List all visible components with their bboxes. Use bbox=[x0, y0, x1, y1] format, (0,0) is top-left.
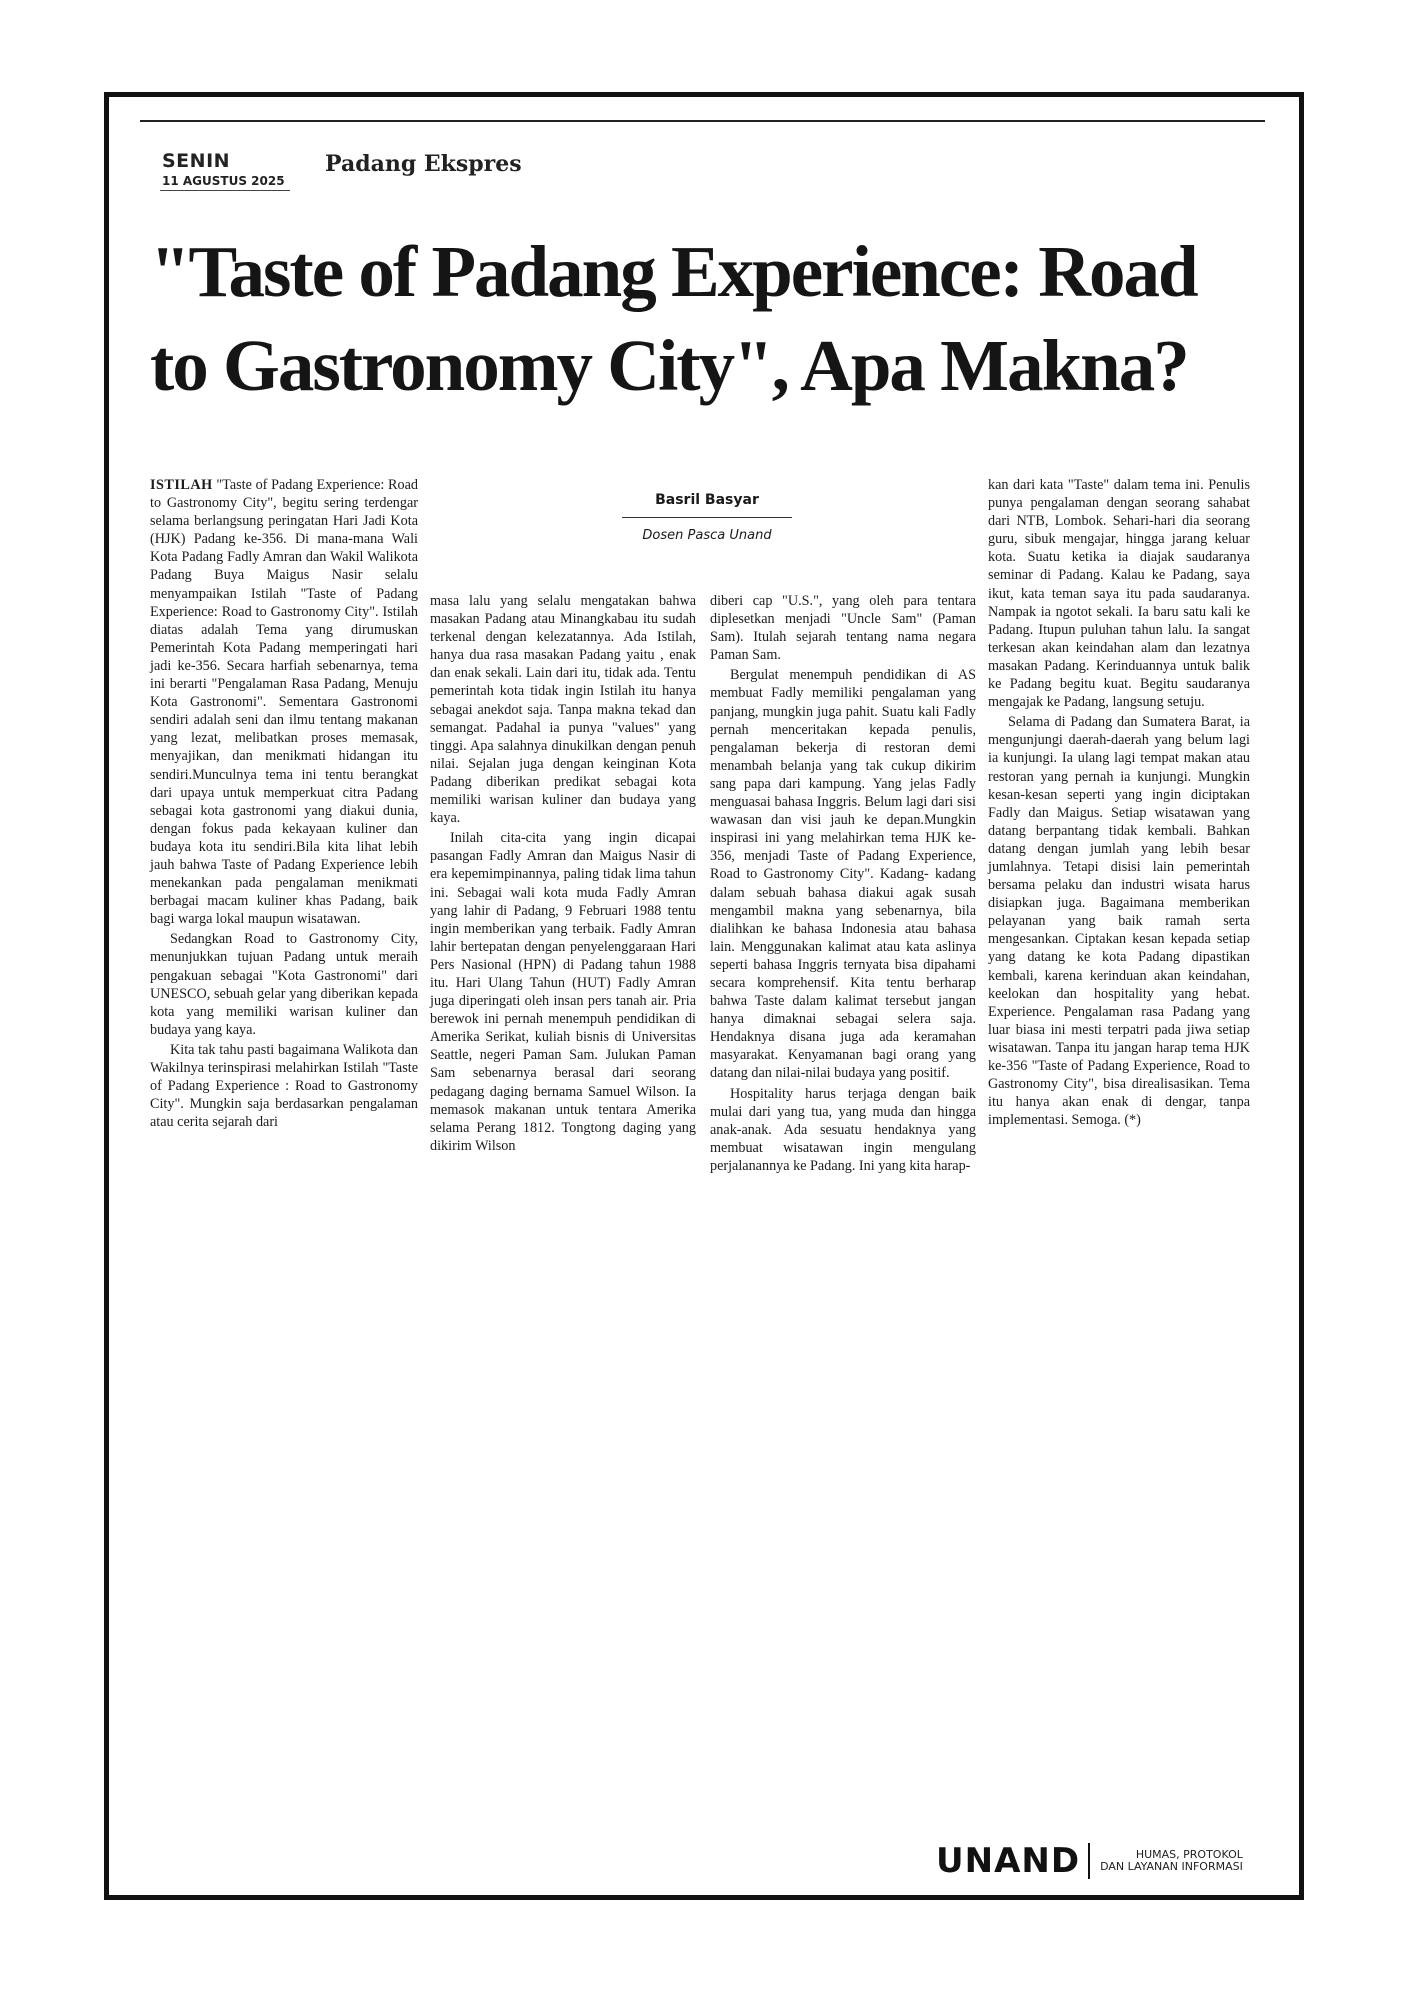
author-role: Dosen Pasca Unand bbox=[642, 528, 772, 543]
headline-line-1: "Taste of Padang Experience: Road bbox=[150, 231, 1197, 312]
lead-word: ISTILAH bbox=[150, 477, 213, 493]
paragraph: Inilah cita-cita yang ingin dicapai pasangan Fadly Amran dan Maigus Nasir di era kepemimpinannya, paling tidak lima tahun ini. Sebagai wali kota muda Fadly Amran yang lahir di Padang, 9 Februari 1988 tentu ingin memberikan yang terbaik. Fadly Amran lahir bertepatan dengan penyelenggaraan Hari Pers Nasional (HPN) di Padang tahun 1988 itu. Hari Ulang Tahun (HUT) Fadly Amran juga diperingati oleh insan pers tanah air. Pria berewok ini pernah menempuh pendidikan di Amerika Serikat, kuliah bisnis di Universitas Seattle, negeri Paman Sam. Julukan Paman Sam sebenarnya berasal dari seorang pedagang daging bernama Samuel Wilson. Ia memasok makanan untuk tentara Amerika selama Perang 1812. Tongtong daging yang dikirim Wilson bbox=[430, 830, 696, 1154]
edition-date: 11 AGUSTUS 2025 bbox=[162, 174, 285, 188]
author-name: Basril Basyar bbox=[655, 492, 759, 508]
department-name: HUMAS, PROTOKOL DAN LAYANAN INFORMASI bbox=[1100, 1848, 1243, 1873]
masthead-rule bbox=[140, 120, 1265, 122]
paragraph: Hospitality harus terjaga dengan baik mulai dari yang tua, yang muda dan hingga anak-anak. Ada sesuatu hendaknya yang membuat wisatawan ingin mengulang perjalanannya ke Padang. Ini yang kita harap- bbox=[710, 1085, 976, 1174]
paragraph: Bergulat menempuh pendidikan di AS membuat Fadly memiliki pengalaman yang panjang, mungkin juga pahit. Suatu kali Fadly pernah menceritakan kepada penulis, pengalaman bekerja di restoran demi menambah belanja yang tak cukup dikirim sang papa dari kampung. Yang jelas Fadly menguasai bahasa Inggris. Belum lagi dari sisi wawasan dan visi jauh ke depan.Mungkin inspirasi ini yang melahirkan tema HJK ke-356, menjadi Taste of Padang Experience, Road to Gastronomy City". Kadang- kadang dalam sebuah bahasa diakui agak susah mengambil makna yang sebenarnya, bila dialihkan ke bahasa Indonesia atau bahasa lain. Menggunakan kalimat atau kata aslinya seperti bahasa Inggris ternyata bisa dipahami secara komprehensif. Kita tentu berharap bahwa Taste dalam kalimat tersebut jangan hanya dimaknai sebagai selera saja. Hendaknya disana juga ada keramahan masyarakat. Kenyamanan bagi orang yang datang dan nilai-nilai budaya yang positif. bbox=[710, 667, 976, 1082]
edition-day: SENIN bbox=[162, 150, 231, 172]
paragraph: kan dari kata "Taste" dalam tema ini. Penulis punya pengalaman dengan seorang sahabat dari NTB, Lombok. Sehari-hari dia seorang guru, sibuk mengajar, hingga jarang keluar kota. Suatu ketika ia diajak saudaranya seminar di Padang. Kalau ke Padang, saya ikut, kata teman saya itu pada saudaranya. Nampak ia ngotot sekali. Ia baru satu kali ke Padang. Itupun puluhan tahun lalu. Ia sangat terkesan akan keindahan alam dan lezatnya masakan Padang. Kerinduannya untuk balik ke Padang begitu kuat. Begitu saudaranya mengajak ke Padang, langsung setuju. bbox=[988, 477, 1250, 711]
logo-divider bbox=[1088, 1843, 1090, 1879]
paragraph: ISTILAH "Taste of Padang Experience: Road to Gastronomy City", begitu sering terdengar selama berlangsung peringatan Hari Jadi Kota (HJK) Padang ke-356. Di mana-mana Wali Kota Padang Fadly Amran dan Wakil Walikota Padang Buya Maigus Nasir selalu menyampaikan Istilah "Taste of Padang Experience: Road to Gastronomy City". Istilah diatas adalah Tema yang dirumuskan Pemerintah Kota Padang memperingati hari jadi ke-356. Secara harfiah sebenarnya, tema ini berarti "Pengalaman Rasa Padang, Menuju Kota Gastronomi". Sementara Gastronomi sendiri adalah seni dan ilmu tentang makanan yang lezat, melibatkan proses memasak, menyajikan, dan menikmati hidangan itu sendiri.Munculnya tema ini tentu berangkat dari upaya untuk memperkuat citra Padang sebagai kota gastronomi yang diakui dunia, dengan fokus pada kekayaan kuliner dan budaya kota itu sendiri.Bila kita lihat lebih jauh bahwa Taste of Padang Experience lebih menekankan pada pengalaman menikmati berbagai macam kuliner khas Padang, baik bagi warga lokal maupun wisatawan. bbox=[150, 477, 418, 928]
newspaper-name: Padang Ekspres bbox=[325, 151, 522, 177]
paragraph: diberi cap "U.S.", yang oleh para tentara diplesetkan menjadi "Uncle Sam" (Paman Sam). Itulah sejarah tentang nama negara Paman Sam. bbox=[710, 593, 976, 664]
article-column-4 bbox=[988, 476, 1250, 1129]
article-column-2 bbox=[430, 592, 696, 1155]
date-underline bbox=[160, 190, 290, 191]
article-headline bbox=[150, 225, 1260, 413]
byline bbox=[622, 492, 792, 543]
paragraph: Kita tak tahu pasti bagaimana Walikota dan Wakilnya terinspirasi melahirkan Istilah "Taste of Padang Experience : Road to Gastronomy City". Mungkin saja berdasarkan pengalaman atau cerita sejarah dari bbox=[150, 1041, 418, 1131]
article-column-1 bbox=[150, 476, 418, 1131]
paragraph: masa lalu yang selalu mengatakan bahwa masakan Padang atau Minangkabau itu sudah terkenal dengan kelezatannya. Ada Istilah, hanya dua rasa masakan Padang yaitu , enak dan enak sekali. Lain dari itu, tidak ada. Tentu pemerintah kota tidak ingin Istilah itu hanya sebagai anekdot saja. Tanpa makna tekad dan semangat. Padahal ia punya "values" yang tinggi. Apa salahnya dinukilkan dengan penuh nilai. Sejalan juga dengan keinginan Kota Padang diberikan predikat sebagai kota memiliki warisan kuliner dan budaya yang kaya. bbox=[430, 593, 696, 827]
byline-rule bbox=[622, 517, 792, 518]
footer-branding bbox=[936, 1843, 1243, 1879]
unand-logo: UNAND bbox=[936, 1841, 1081, 1881]
paragraph: Selama di Padang dan Sumatera Barat, ia mengunjungi daerah-daerah yang belum lagi ia kunjungi. Ia ulang lagi tempat makan atau restoran yang pernah ia kunjungi. Mungkin kesan-kesan seperti yang ingin diciptakan Fadly dan Maigus. Setiap wisatawan yang datang berpantang tidak kembali. Bahkan datang dengan jumlah yang lebih besar jumlahnya. Tetapi disisi lain pemerintah bersama pelaku dan industri wisata harus disiapkan juga. Bagaimana memberikan pelayanan yang baik ramah serta mengesankan. Ciptakan kesan kepada setiap yang datang ke kota Padang dipastikan kembali, karena kerinduan akan keindahan, keelokan dan hospitality yang hebat. Experience. Pengalaman rasa Padang yang luar biasa ini mesti terpatri pada jiwa setiap wisatawan. Tanpa itu jangan harap tema HJK ke-356 "Taste of Padang Experience, Road to Gastronomy City", bisa direalisasikan. Tema itu hanya akan enak di dengar, tanpa implementasi. Semoga. (*) bbox=[988, 714, 1250, 1129]
headline-line-2: to Gastronomy City", Apa Makna? bbox=[150, 325, 1188, 406]
paragraph: Sedangkan Road to Gastronomy City, menunjukkan tujuan Padang untuk meraih pengakuan sebagai "Kota Gastronomi" dari UNESCO, sebuah gelar yang diberikan kepada kota yang memiliki warisan kuliner dan budaya yang kaya. bbox=[150, 931, 418, 1038]
article-column-3 bbox=[710, 592, 976, 1175]
